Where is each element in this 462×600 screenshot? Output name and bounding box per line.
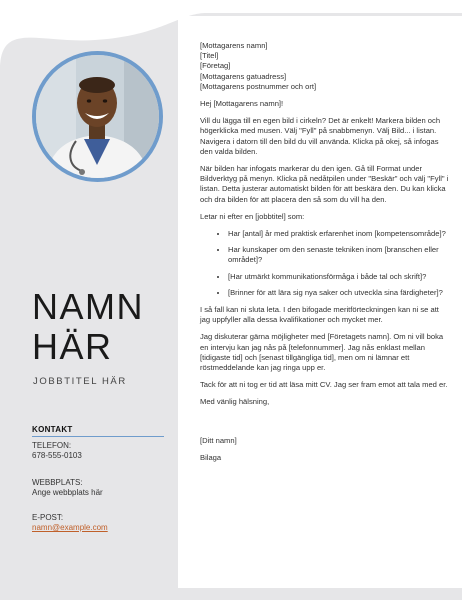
paragraph-4: I så fall kan ni sluta leta. I den bifogade meritförteckningen kan ni se att jag uppfyller alla dessa kvalifikationer och mycket mer. <box>200 305 439 325</box>
website-value: Ange webbplats här <box>32 488 103 497</box>
paragraph-1: Vill du lägga till en egen bild i cirkeln? Det är enkelt! Markera bilden och högerklicka med musen. Välj "Fyll" på snabbmenyn. Välj Bild... i listan. Navigera i datorn till den bild du vill använda. Klicka på okej, så infogas den valda bilden. <box>200 116 441 156</box>
contact-divider <box>32 436 164 437</box>
list-item: • Har [antal] år med praktisk erfarenhet inom [kompetensområde]? <box>228 229 450 239</box>
email-label: E-POST: <box>32 513 64 522</box>
phone-label: TELEFON: <box>32 441 72 450</box>
list-item: • [Har utmärkt kommunikationsförmåga i både tal och skrift]? <box>228 272 450 282</box>
recipient-company: [Företag] <box>200 61 231 71</box>
paragraph-2: När bilden har infogats markerar du den igen. Gå till Format under Bildverktyg på menyn. Klicka på nedåtpilen under "Beskär" och välj "Fyll" i listan. Detta justerar automatiskt bilden för att beskära den. Du kan klicka och dra bilden för att placera den så som du vill ha den. <box>200 164 449 204</box>
list-item: • Har kunskaper om den senaste tekniken inom [branschen eller området]? <box>228 245 450 265</box>
recipient-address <box>200 41 450 92</box>
phone-value: 678-555-0103 <box>32 451 82 460</box>
recipient-title: [Titel] <box>200 51 219 61</box>
paragraph-3: Letar ni efter en [jobbtitel] som: <box>200 211 305 221</box>
greeting: Hej [Mottagarens namn]! <box>200 99 284 109</box>
applicant-name-line1: NAMN <box>32 286 144 327</box>
signature-space <box>200 415 450 436</box>
qualification-list <box>200 229 450 298</box>
email-link[interactable]: namn@example.com <box>32 523 108 532</box>
contact-heading: KONTAKT <box>32 425 73 434</box>
applicant-name <box>32 287 172 367</box>
recipient-street: [Mottagarens gatuadress] <box>200 71 287 81</box>
paragraph-6: Tack för att ni tog er tid att läsa mitt CV. Jag ser fram emot att tala med er. <box>200 380 448 390</box>
cover-letter-body <box>200 41 450 470</box>
person-photo-icon <box>36 55 159 178</box>
signature-name: [Ditt namn] <box>200 435 237 445</box>
closing: Med vänlig hälsning, <box>200 397 270 407</box>
profile-photo[interactable] <box>32 51 163 182</box>
list-item: • [Brinner för att lära sig nya saker och utveckla sina färdigheter]? <box>228 288 450 298</box>
applicant-name-line2: HÄR <box>32 326 113 367</box>
job-title: JOBBTITEL HÄR <box>33 376 127 387</box>
website-label: WEBBPLATS: <box>32 478 83 487</box>
paragraph-5: Jag diskuterar gärna möjligheter med [Företagets namn]. Om ni vill boka en intervju kan jag nås på [telefonnummer]. Jag nås enklast mellan [tidigaste tid] och [senast tillgängliga tid], men om ni lämnar ett röstmeddelande kan jag ringa upp er. <box>200 332 444 373</box>
recipient-postal: [Mottagarens postnummer och ort] <box>200 81 317 91</box>
enclosure: Bilaga <box>200 452 222 462</box>
recipient-name: [Mottagarens namn] <box>200 41 268 50</box>
